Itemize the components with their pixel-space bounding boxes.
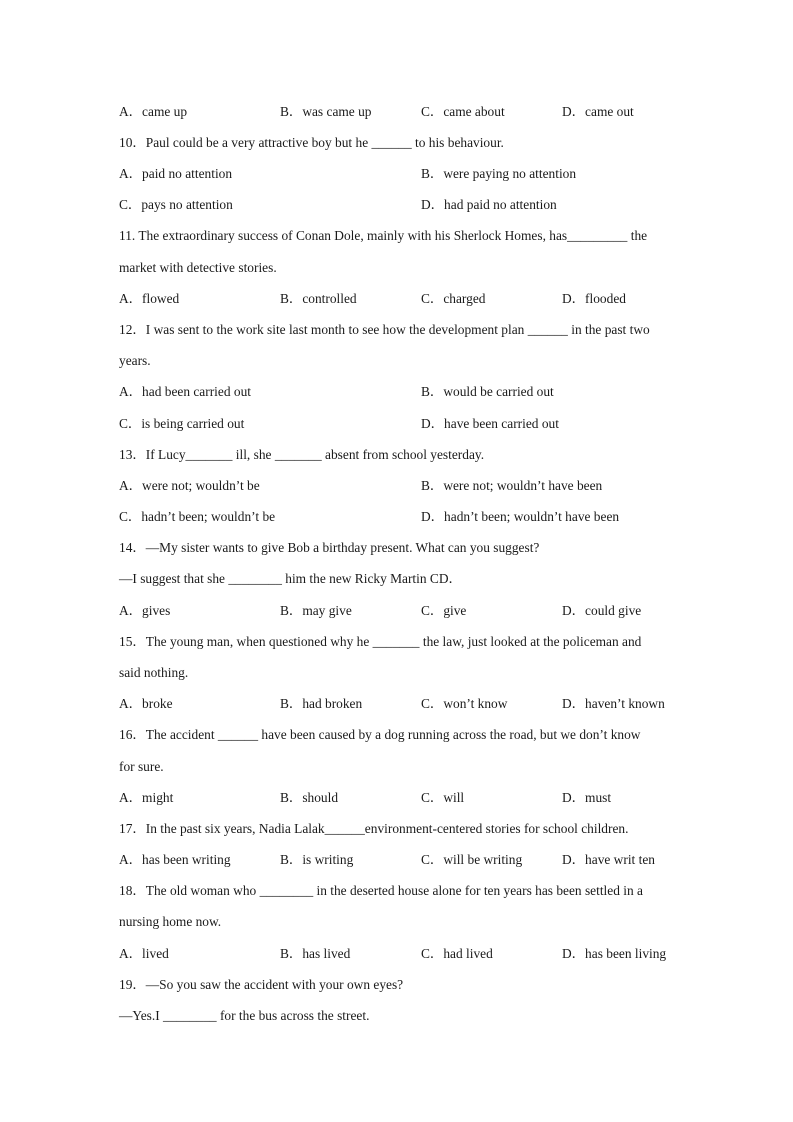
question-11-stem-cont: market with detective stories. <box>119 260 277 275</box>
option-a: A．gives <box>119 603 171 618</box>
option-c: C．came about <box>421 104 505 119</box>
question-15-stem: 15．The young man, when questioned why he _______ the law, just looked at the policeman and <box>119 634 642 649</box>
options-row <box>119 382 679 402</box>
options-row <box>119 195 679 215</box>
question-15-stem-cont: said nothing. <box>119 665 189 680</box>
option-d: D．had paid no attention <box>421 197 557 212</box>
question-13-stem: 13．If Lucy_______ ill, she _______ absent from school yesterday. <box>119 447 485 462</box>
option-c: C．charged <box>421 291 486 306</box>
option-b: B．should <box>280 790 339 805</box>
option-d: D．have writ ten <box>562 852 655 867</box>
question-11-stem: 11. The extraordinary success of Conan Dole, mainly with his Sherlock Homes, has_________ the <box>119 228 648 243</box>
option-b: B．were not; wouldn’t have been <box>421 478 603 493</box>
option-c: C．had lived <box>421 946 493 961</box>
options-row <box>119 507 679 527</box>
question-18-stem-cont: nursing home now. <box>119 914 222 929</box>
option-d: D．haven’t known <box>562 696 665 711</box>
option-d: D．has been living <box>562 946 667 961</box>
option-a: A．flowed <box>119 291 180 306</box>
question-17-stem: 17．In the past six years, Nadia Lalak______environment-centered stories for school children. <box>119 821 629 836</box>
option-c: C．pays no attention <box>119 197 233 212</box>
options-row <box>119 476 679 496</box>
options-row <box>119 164 679 184</box>
option-a: A．had been carried out <box>119 384 251 399</box>
question-14-stem: 14．—My sister wants to give Bob a birthday present. What can you suggest? <box>119 540 540 555</box>
options-row <box>119 289 679 309</box>
options-row <box>119 694 679 714</box>
question-16-stem: 16．The accident ______ have been caused by a dog running across the road, but we don’t know <box>119 727 641 742</box>
options-row <box>119 944 679 964</box>
question-19-stem: 19．—So you saw the accident with your own eyes? <box>119 977 404 992</box>
option-a: A．might <box>119 790 174 805</box>
option-a: A．paid no attention <box>119 166 233 181</box>
question-14-stem-cont: —I suggest that she ________ him the new Ricky Martin CD． <box>119 571 462 586</box>
options-row <box>119 850 679 870</box>
options-row <box>119 102 679 122</box>
options-row <box>119 788 679 808</box>
option-a: A．has been writing <box>119 852 231 867</box>
option-a: A．broke <box>119 696 173 711</box>
option-a: A．lived <box>119 946 169 961</box>
options-row <box>119 601 679 621</box>
question-12-stem-cont: years. <box>119 353 151 368</box>
option-d: D．came out <box>562 104 634 119</box>
option-c: C．is being carried out <box>119 416 245 431</box>
option-d: D．must <box>562 790 612 805</box>
option-c: C．will be writing <box>421 852 523 867</box>
option-c: C．hadn’t been; wouldn’t be <box>119 509 276 524</box>
option-c: C．will <box>421 790 465 805</box>
option-b: B．controlled <box>280 291 357 306</box>
option-c: C．won’t know <box>421 696 508 711</box>
question-16-stem-cont: for sure. <box>119 759 164 774</box>
question-10-stem: 10．Paul could be a very attractive boy but he ______ to his behaviour. <box>119 135 504 150</box>
options-row <box>119 414 679 434</box>
option-c: C．give <box>421 603 467 618</box>
option-d: D．could give <box>562 603 642 618</box>
question-18-stem: 18．The old woman who ________ in the deserted house alone for ten years has been settled in a <box>119 883 643 898</box>
option-d: D．have been carried out <box>421 416 559 431</box>
question-19-stem-cont: —Yes.I ________ for the bus across the street. <box>119 1008 370 1023</box>
option-b: B．had broken <box>280 696 363 711</box>
option-b: B．were paying no attention <box>421 166 577 181</box>
option-b: B．would be carried out <box>421 384 554 399</box>
option-a: A．came up <box>119 104 188 119</box>
option-d: D．flooded <box>562 291 626 306</box>
option-b: B．has lived <box>280 946 351 961</box>
option-a: A．were not; wouldn’t be <box>119 478 260 493</box>
option-b: B．may give <box>280 603 352 618</box>
option-b: B．is writing <box>280 852 354 867</box>
question-12-stem: 12．I was sent to the work site last month to see how the development plan ______ in the past two <box>119 322 650 337</box>
option-b: B．was came up <box>280 104 372 119</box>
option-d: D．hadn’t been; wouldn’t have been <box>421 509 620 524</box>
